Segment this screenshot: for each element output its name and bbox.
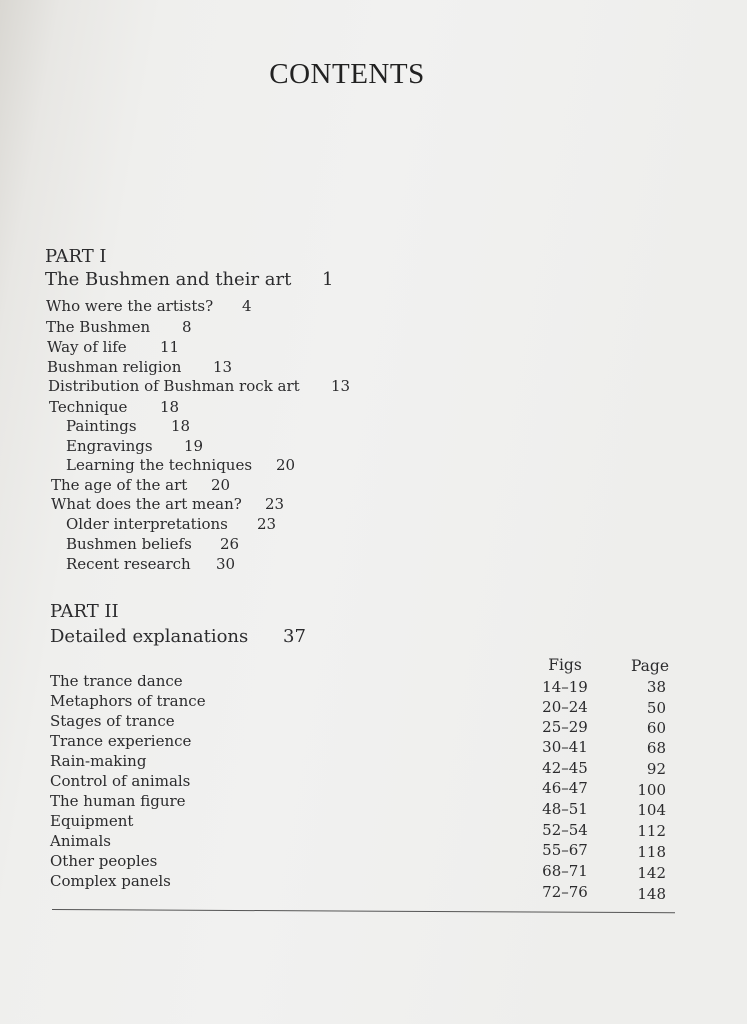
part2-heading: PART II	[50, 601, 119, 622]
toc-entry-page: 23	[265, 495, 285, 513]
page-column-header: Page	[630, 657, 670, 675]
figs-column-header: Figs	[548, 656, 582, 674]
toc-row-figs: 55–67	[542, 841, 588, 859]
toc-subentry	[66, 515, 277, 533]
toc-entry	[46, 297, 252, 315]
toc-row-page: 118	[637, 843, 666, 861]
toc-row-figs: 25–29	[542, 718, 588, 736]
bottom-rule	[52, 909, 675, 913]
toc-entry-label: The age of the art	[51, 476, 188, 494]
toc-entry-label: Distribution of Bushman rock art	[48, 377, 300, 395]
toc-row-label: Other peoples	[50, 852, 158, 870]
toc-entry	[48, 377, 351, 395]
toc-entry-page: 19	[184, 437, 204, 455]
toc-entry-label: Engravings	[66, 437, 153, 455]
toc-row-page: 68	[646, 739, 666, 757]
toc-row-label: Rain-making	[50, 752, 147, 770]
toc-row-label: The human figure	[50, 792, 186, 810]
toc-row-label: Stages of trance	[50, 712, 175, 730]
part2-title-page: 37	[283, 626, 306, 647]
toc-row-figs: 48–51	[542, 800, 588, 818]
toc-entry-label: Paintings	[66, 417, 137, 435]
toc-row-label: Trance experience	[50, 732, 192, 750]
toc-row-figs: 14–19	[542, 678, 588, 696]
toc-row-label: Control of animals	[50, 772, 191, 790]
toc-entry-page: 20	[211, 476, 231, 494]
toc-row-figs: 20–24	[542, 698, 588, 716]
toc-entry-page: 18	[160, 398, 180, 416]
toc-entry	[49, 398, 180, 416]
toc-entry-page: 13	[331, 377, 351, 395]
part1-heading: PART I	[45, 246, 107, 267]
toc-entry-page: 20	[276, 456, 296, 474]
toc-entry-label: Who were the artists?	[46, 297, 214, 315]
toc-subentry	[66, 456, 296, 474]
toc-entry-page: 30	[216, 555, 236, 573]
toc-entry	[47, 338, 180, 356]
toc-row-page: 50	[646, 699, 666, 717]
toc-entry-page: 18	[171, 417, 191, 435]
toc-entry	[47, 358, 233, 376]
toc-row-page: 100	[637, 781, 666, 799]
page-title: CONTENTS	[269, 58, 425, 90]
part1-title-page: 1	[322, 269, 334, 290]
toc-entry-page: 8	[182, 318, 192, 336]
toc-subentry	[66, 535, 240, 553]
toc-row-page: 38	[646, 678, 666, 696]
toc-entry-page: 23	[257, 515, 277, 533]
toc-entry-label: Way of life	[47, 338, 127, 356]
toc-entry-label: Learning the techniques	[66, 456, 253, 474]
toc-row-label: Animals	[50, 832, 111, 850]
toc-entry-label: The Bushmen	[46, 318, 151, 336]
toc-row-figs: 42–45	[542, 759, 588, 777]
toc-row-page: 60	[646, 719, 666, 737]
toc-entry-label: What does the art mean?	[51, 495, 242, 513]
toc-entry-page: 4	[242, 297, 252, 315]
toc-row-figs: 46–47	[542, 779, 588, 797]
toc-subentry	[66, 417, 191, 435]
toc-row-page: 112	[637, 822, 666, 840]
toc-row-label: Complex panels	[50, 872, 171, 890]
toc-row-page: 142	[637, 864, 666, 882]
toc-row-figs: 68–71	[542, 862, 588, 880]
toc-entry-label: Older interpretations	[66, 515, 228, 533]
toc-subentry	[66, 437, 204, 455]
toc-subentry	[66, 555, 236, 573]
toc-row-page: 104	[637, 801, 666, 819]
toc-entry-label: Recent research	[66, 555, 191, 573]
toc-entry-label: Bushmen beliefs	[66, 535, 192, 553]
toc-entry-page: 11	[160, 338, 180, 356]
part2-title-entry	[50, 626, 306, 648]
toc-row-label: Equipment	[50, 812, 134, 830]
toc-row-figs: 30–41	[542, 738, 588, 756]
toc-entry-label: Bushman religion	[47, 358, 182, 376]
toc-row-figs: 72–76	[542, 883, 588, 901]
part1-title: The Bushmen and their art	[45, 269, 292, 290]
toc-row-label: The trance dance	[50, 672, 183, 690]
toc-entry	[46, 318, 192, 336]
part2-title: Detailed explanations	[50, 626, 249, 647]
toc-entry-page: 13	[213, 358, 233, 376]
part1-title-entry	[45, 269, 334, 291]
toc-entry-label: Technique	[49, 398, 128, 416]
toc-row-page: 92	[646, 760, 666, 778]
toc-entry-page: 26	[220, 535, 240, 553]
toc-row-figs: 52–54	[542, 821, 588, 839]
toc-row-label: Metaphors of trance	[50, 692, 206, 710]
toc-entry	[51, 476, 231, 494]
toc-row-page: 148	[637, 885, 666, 903]
toc-entry	[51, 495, 285, 513]
